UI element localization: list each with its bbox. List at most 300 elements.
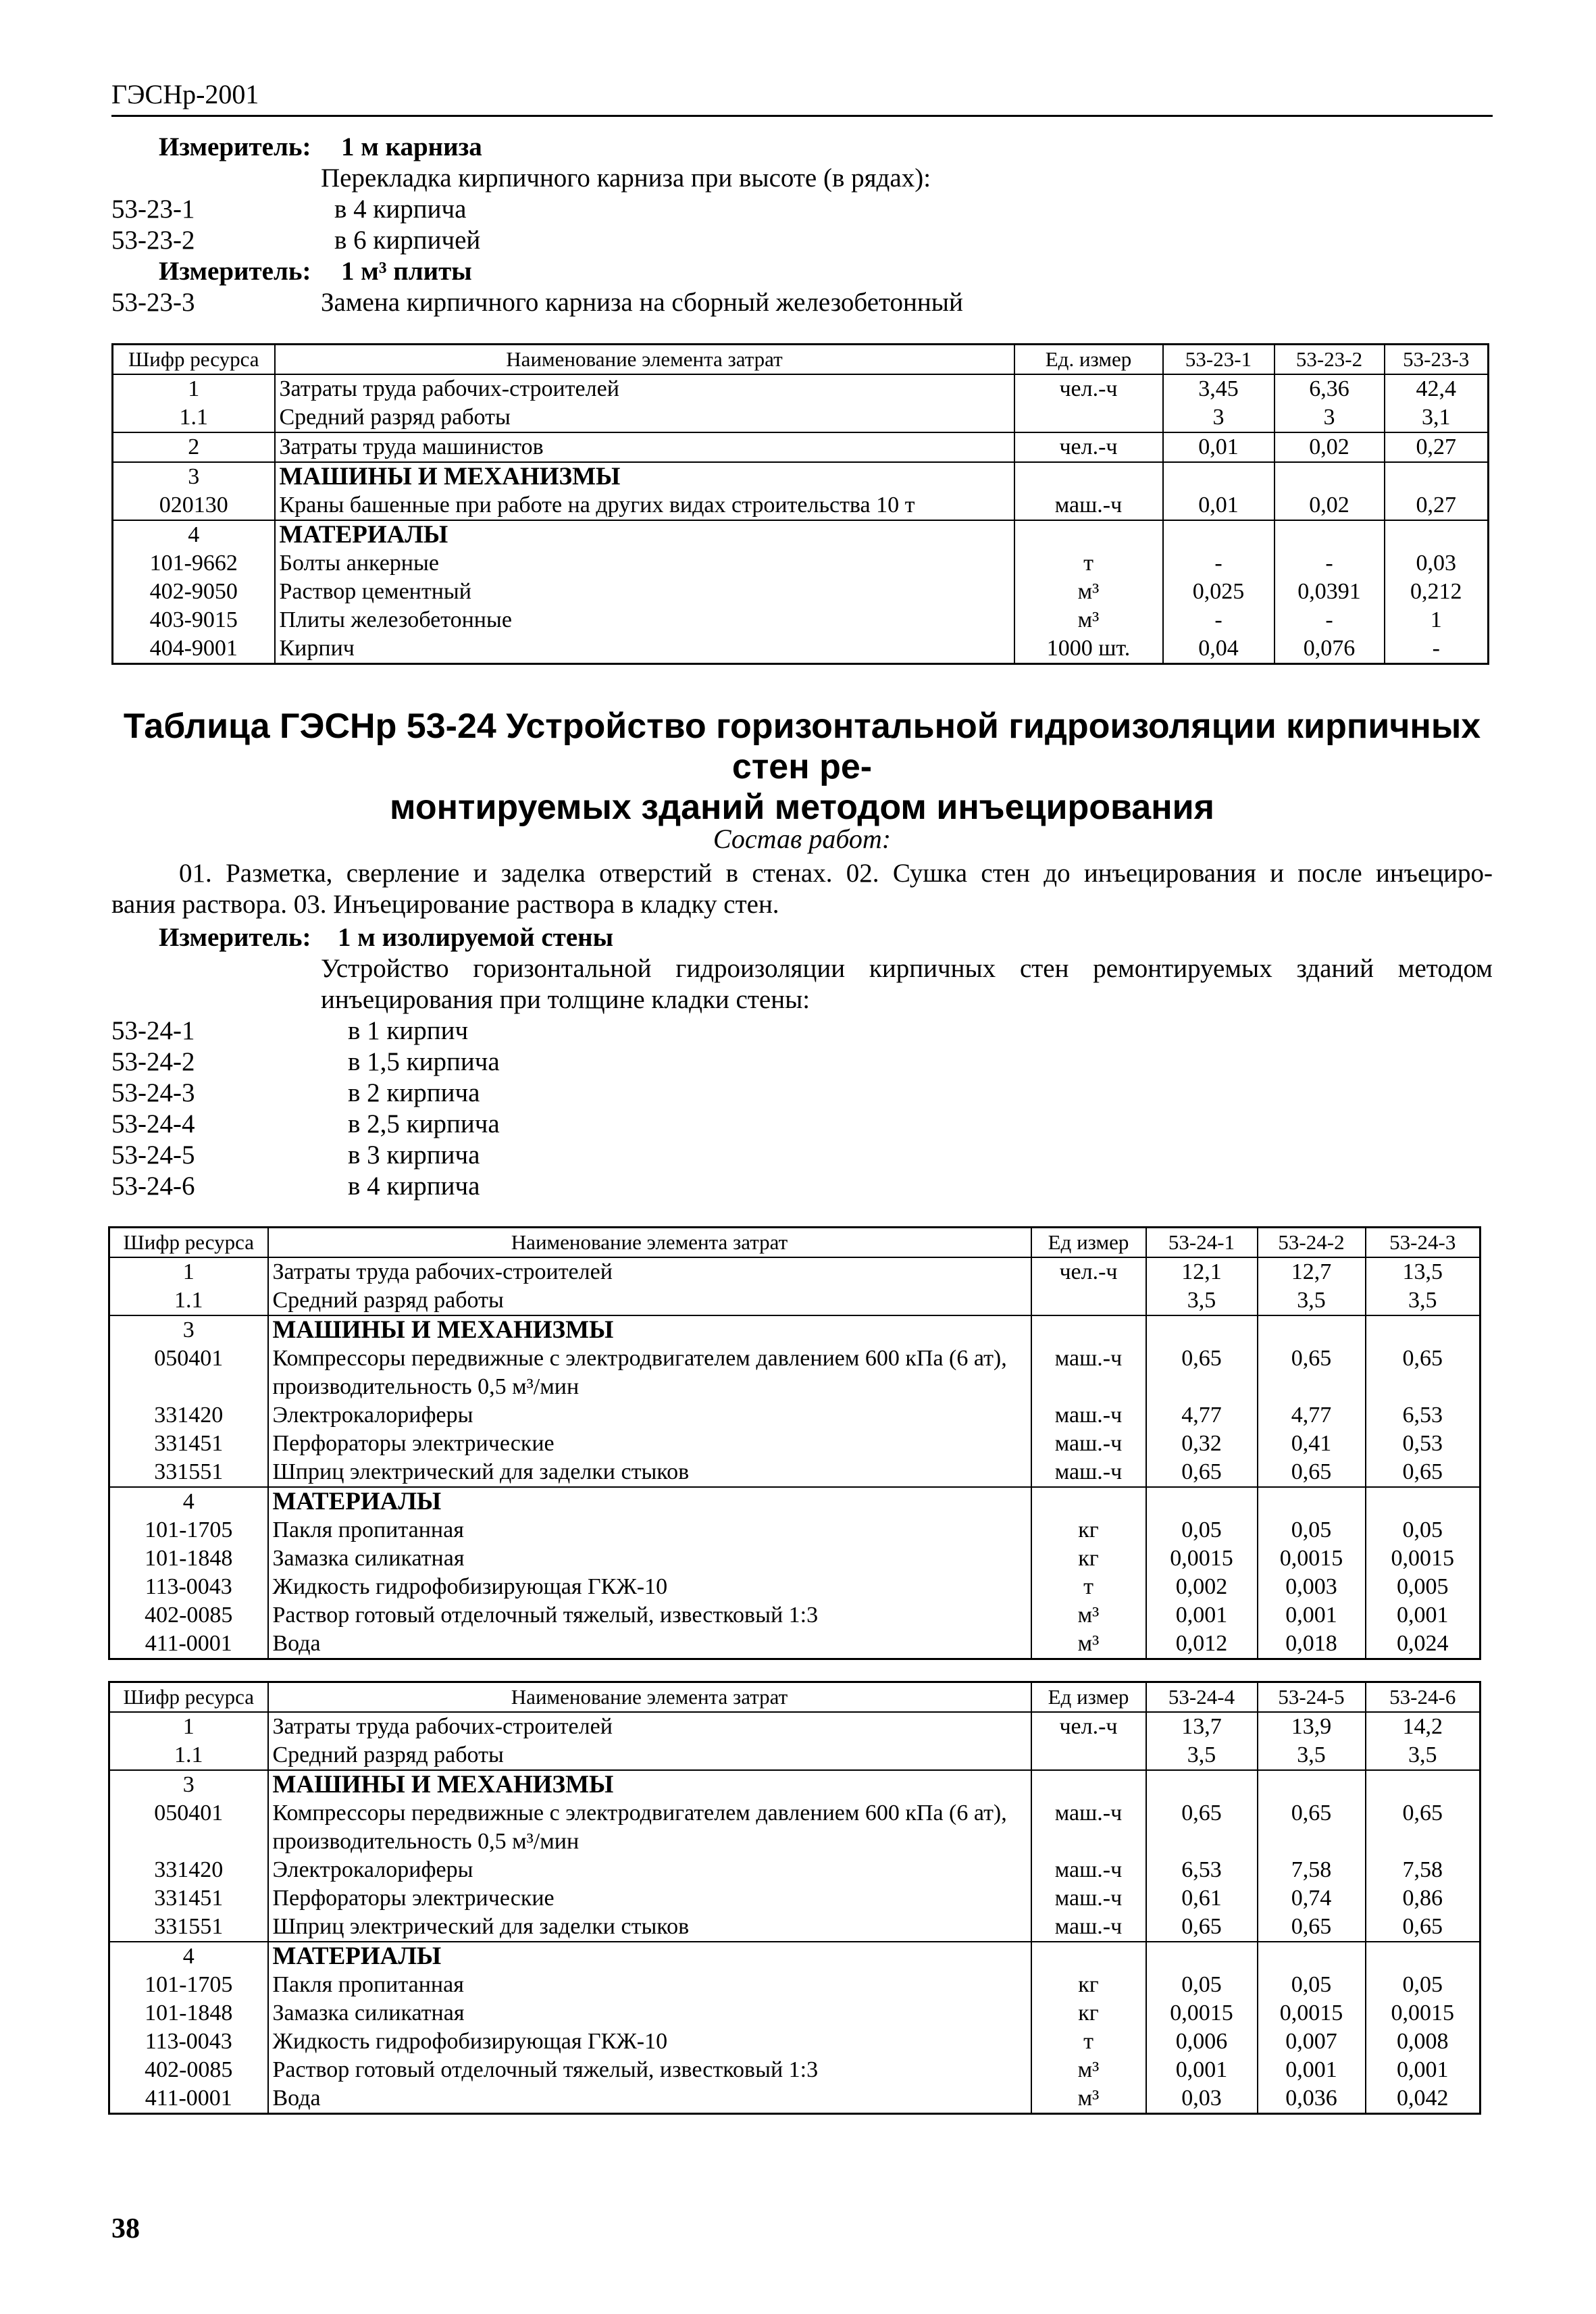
item-text: в 4 кирпича: [334, 195, 467, 224]
table-row: [109, 1913, 1481, 1942]
resource-code: 1: [109, 1257, 268, 1286]
section-row: [109, 1487, 1481, 1516]
norm-value: -: [1163, 606, 1275, 634]
list-item: [111, 287, 1493, 318]
list-item: [111, 1047, 1493, 1078]
norm-value: 0,012: [1146, 1630, 1258, 1659]
item-code: 53-24-1: [111, 1016, 195, 1045]
composition-title: Состав работ:: [713, 824, 892, 854]
resource-code: 113-0043: [109, 1573, 268, 1601]
resource-code: 101-1705: [109, 1516, 268, 1544]
item-text: в 2 кирпича: [348, 1078, 480, 1107]
norm-value: 3: [1163, 403, 1275, 432]
resource-name: Жидкость гидрофобизирующая ГКЖ-10: [268, 2028, 1031, 2056]
table-row: [109, 1856, 1481, 1884]
section-row: [113, 462, 1489, 491]
norm-value: 0,001: [1366, 2056, 1481, 2084]
resource-code: 331451: [109, 1884, 268, 1913]
resource-code: 403-9015: [113, 606, 275, 634]
resource-name: Средний разряд работы: [268, 1741, 1031, 1770]
resource-code: 050401: [109, 1799, 268, 1856]
norm-value: 3,5: [1258, 1741, 1366, 1770]
column-header: Ед измер: [1031, 1682, 1146, 1713]
section-53-24: [111, 922, 1493, 1202]
resource-name: Замазка силикатная: [268, 1999, 1031, 2028]
unit: м³: [1014, 606, 1163, 634]
list-item: [111, 1109, 1493, 1140]
column-header: 53-23-3: [1385, 345, 1489, 375]
norm-value: 0,076: [1275, 634, 1385, 664]
table-row: [109, 1630, 1481, 1659]
resource-table-53-24-a: [108, 1226, 1481, 1660]
norm-value: 0,025: [1163, 578, 1275, 606]
table-row: [109, 2056, 1481, 2084]
norm-value: 12,7: [1258, 1257, 1366, 1286]
table-row: [113, 491, 1489, 520]
item-code: 53-24-6: [111, 1172, 195, 1201]
norm-value: 0,74: [1258, 1884, 1366, 1913]
item-code: 53-24-5: [111, 1140, 195, 1169]
caption-line: монтируемых зданий методом инъецирования: [390, 788, 1214, 827]
measure-label: Измеритель:: [159, 923, 311, 952]
table-row: [109, 1257, 1481, 1286]
intro-line: [111, 953, 1493, 984]
norm-value: 0,001: [1258, 1601, 1366, 1630]
composition-line: 01. Разметка, сверление и заделка отверстий в стенах. 02. Сушка стен до инъецирования и после инъециро-: [179, 859, 1493, 888]
section-title: МАШИНЫ И МЕХАНИЗМЫ: [275, 462, 1014, 491]
table-header-row: [109, 1228, 1481, 1258]
norm-value: 0,007: [1258, 2028, 1366, 2056]
norm-value: 0,65: [1366, 1913, 1481, 1942]
measure-value: 1 м³ плиты: [341, 257, 472, 286]
unit: т: [1031, 1573, 1146, 1601]
table-row: [109, 1741, 1481, 1770]
resource-code: 1.1: [109, 1286, 268, 1315]
norm-value: 0,65: [1366, 1458, 1481, 1487]
norm-value: 0,32: [1146, 1430, 1258, 1458]
unit: чел.-ч: [1031, 1712, 1146, 1741]
resource-code: 402-0085: [109, 1601, 268, 1630]
section-row: [109, 1770, 1481, 1799]
table-row: [109, 1516, 1481, 1544]
item-text: в 4 кирпича: [348, 1172, 480, 1201]
list-item: [111, 1171, 1493, 1202]
norm-value: 0,65: [1258, 1344, 1366, 1401]
norm-value: 0,0015: [1258, 1999, 1366, 2028]
resource-name: Шприц электрический для заделки стыков: [268, 1913, 1031, 1942]
norm-value: 0,65: [1146, 1344, 1258, 1401]
norm-value: 0,02: [1275, 432, 1385, 462]
table-row: [113, 549, 1489, 578]
resource-name: Краны башенные при работе на других видах строительства 10 т: [275, 491, 1014, 520]
norm-value: 0,05: [1258, 1971, 1366, 1999]
unit: м³: [1031, 2084, 1146, 2114]
column-header: Шифр ресурса: [113, 345, 275, 375]
norm-value: 3,1: [1385, 403, 1489, 432]
measure-line: [111, 922, 1493, 953]
column-header: 53-23-1: [1163, 345, 1275, 375]
table-row: [109, 1712, 1481, 1741]
section-title: МАШИНЫ И МЕХАНИЗМЫ: [268, 1315, 1031, 1344]
composition-text: [111, 858, 1493, 920]
list-item: [111, 1078, 1493, 1109]
unit: маш.-ч: [1031, 1430, 1146, 1458]
unit: маш.-ч: [1014, 491, 1163, 520]
resource-code: 1.1: [109, 1741, 268, 1770]
resource-code: 4: [109, 1487, 268, 1516]
unit: маш.-ч: [1031, 1884, 1146, 1913]
section-row: [113, 520, 1489, 549]
column-header: Наименование элемента затрат: [268, 1682, 1031, 1713]
column-header: 53-23-2: [1275, 345, 1385, 375]
resource-table-53-24-b: [108, 1681, 1481, 2115]
resource-code: 101-1848: [109, 1544, 268, 1573]
intro-text: Устройство горизонтальной гидроизоляции кирпичных стен ремонтируемых зданий методом: [321, 954, 1493, 983]
section-row: [109, 1942, 1481, 1971]
table-row: [109, 1458, 1481, 1487]
list-item: [111, 1140, 1493, 1171]
table-row: [109, 1884, 1481, 1913]
unit: кг: [1031, 1971, 1146, 1999]
list-item: [111, 225, 1493, 256]
column-header: 53-24-2: [1258, 1228, 1366, 1258]
resource-code: 331551: [109, 1913, 268, 1942]
table-row: [113, 606, 1489, 634]
resource-code: 411-0001: [109, 1630, 268, 1659]
resource-name: Болты анкерные: [275, 549, 1014, 578]
table-row: [113, 634, 1489, 664]
norm-value: 3,5: [1146, 1741, 1258, 1770]
norm-value: 0,036: [1258, 2084, 1366, 2114]
resource-code: 1: [113, 374, 275, 403]
resource-name: Электрокалориферы: [268, 1856, 1031, 1884]
norm-value: 6,53: [1366, 1401, 1481, 1430]
table-caption: [111, 706, 1493, 828]
norm-value: 0,042: [1366, 2084, 1481, 2114]
section-53-23: [111, 132, 1493, 318]
item-code: 53-24-4: [111, 1109, 195, 1138]
intro-line: [111, 163, 1493, 194]
item-text: в 6 кирпичей: [334, 226, 481, 255]
norm-value: 0,03: [1146, 2084, 1258, 2114]
resource-name: Плиты железобетонные: [275, 606, 1014, 634]
norm-value: 4,77: [1146, 1401, 1258, 1430]
measure-line: [111, 256, 1493, 287]
norm-value: 3: [1275, 403, 1385, 432]
norm-value: 0,008: [1366, 2028, 1481, 2056]
resource-code: 3: [113, 462, 275, 491]
caption-line: Таблица ГЭСНр 53-24 Устройство горизонтальной гидроизоляции кирпичных стен ре-: [123, 707, 1481, 786]
resource-name: Затраты труда рабочих-строителей: [275, 374, 1014, 403]
item-text: в 1,5 кирпича: [348, 1047, 500, 1076]
measure-line: [111, 132, 1493, 163]
composition-line: вания раствора. 03. Инъецирование раствора в кладку стен.: [111, 890, 779, 919]
norm-value: 14,2: [1366, 1712, 1481, 1741]
norm-value: 0,002: [1146, 1573, 1258, 1601]
norm-value: 0,212: [1385, 578, 1489, 606]
norm-value: 0,65: [1146, 1913, 1258, 1942]
column-header: Ед. измер: [1014, 345, 1163, 375]
norm-value: 0,05: [1146, 1516, 1258, 1544]
table-row: [109, 1430, 1481, 1458]
table-row: [109, 1971, 1481, 1999]
norm-value: 0,03: [1385, 549, 1489, 578]
table-header-row: [109, 1682, 1481, 1713]
column-header: Шифр ресурса: [109, 1682, 268, 1713]
table-row: [113, 374, 1489, 403]
unit: кг: [1031, 1516, 1146, 1544]
norm-value: 0,41: [1258, 1430, 1366, 1458]
unit: м³: [1014, 578, 1163, 606]
norm-value: 3,5: [1366, 1286, 1481, 1315]
resource-code: 020130: [113, 491, 275, 520]
unit: маш.-ч: [1031, 1344, 1146, 1401]
norm-value: 0,005: [1366, 1573, 1481, 1601]
norm-value: 0,05: [1366, 1971, 1481, 1999]
norm-value: 0,65: [1258, 1913, 1366, 1942]
resource-name: Компрессоры передвижные с электродвигателем давлением 600 кПа (6 ат), производительность 0,5 м³/мин: [268, 1344, 1031, 1401]
norm-value: 0,05: [1366, 1516, 1481, 1544]
norm-value: 1: [1385, 606, 1489, 634]
document-code: ГЭСНр-2001: [111, 79, 259, 109]
unit: 1000 шт.: [1014, 634, 1163, 664]
unit: м³: [1031, 2056, 1146, 2084]
resource-name: Вода: [268, 2084, 1031, 2114]
resource-name: Средний разряд работы: [275, 403, 1014, 432]
norm-value: 0,05: [1146, 1971, 1258, 1999]
norm-value: 0,024: [1366, 1630, 1481, 1659]
table-header-row: [113, 345, 1489, 375]
resource-name: Вода: [268, 1630, 1031, 1659]
item-text: в 3 кирпича: [348, 1140, 480, 1169]
column-header: 53-24-3: [1366, 1228, 1481, 1258]
resource-name: Перфораторы электрические: [268, 1430, 1031, 1458]
resource-table-53-23: [111, 343, 1489, 665]
section-title: МАТЕРИАЛЫ: [268, 1942, 1031, 1971]
norm-value: 0,27: [1385, 491, 1489, 520]
resource-name: Перфораторы электрические: [268, 1884, 1031, 1913]
resource-name: Средний разряд работы: [268, 1286, 1031, 1315]
resource-name: Раствор готовый отделочный тяжелый, известковый 1:3: [268, 1601, 1031, 1630]
resource-code: 402-9050: [113, 578, 275, 606]
table-row: [109, 1573, 1481, 1601]
table-row: [109, 1601, 1481, 1630]
norm-value: 0,02: [1275, 491, 1385, 520]
item-code: 53-24-3: [111, 1078, 195, 1107]
norm-value: 3,5: [1146, 1286, 1258, 1315]
resource-name: Раствор готовый отделочный тяжелый, известковый 1:3: [268, 2056, 1031, 2084]
item-code: 53-23-1: [111, 195, 195, 224]
norm-value: 0,0015: [1146, 1999, 1258, 2028]
unit: [1014, 403, 1163, 432]
norm-value: 0,65: [1258, 1458, 1366, 1487]
column-header: Наименование элемента затрат: [268, 1228, 1031, 1258]
resource-code: 411-0001: [109, 2084, 268, 2114]
norm-value: 3,5: [1366, 1741, 1481, 1770]
unit: маш.-ч: [1031, 1458, 1146, 1487]
resource-code: 101-1848: [109, 1999, 268, 2028]
table-row: [113, 432, 1489, 462]
column-header: 53-24-6: [1366, 1682, 1481, 1713]
norm-value: 0,0015: [1366, 1999, 1481, 2028]
norm-value: -: [1163, 549, 1275, 578]
item-code: 53-24-2: [111, 1047, 195, 1076]
norm-value: 0,65: [1258, 1799, 1366, 1856]
resource-code: 2: [113, 432, 275, 462]
resource-name: Кирпич: [275, 634, 1014, 664]
norm-value: 0,0015: [1258, 1544, 1366, 1573]
norm-value: 0,86: [1366, 1884, 1481, 1913]
norm-value: 6,36: [1275, 374, 1385, 403]
column-header: Ед измер: [1031, 1228, 1146, 1258]
column-header: Наименование элемента затрат: [275, 345, 1014, 375]
resource-code: 331420: [109, 1856, 268, 1884]
item-text: в 1 кирпич: [348, 1016, 469, 1045]
table-row: [113, 578, 1489, 606]
running-header: [111, 81, 1493, 117]
resource-code: 331551: [109, 1458, 268, 1487]
table-row: [113, 403, 1489, 432]
unit: кг: [1031, 1999, 1146, 2028]
table-row: [109, 1799, 1481, 1856]
measure-value: 1 м изолируемой стены: [338, 923, 614, 952]
norm-value: 0,001: [1258, 2056, 1366, 2084]
norm-value: 0,001: [1366, 1601, 1481, 1630]
norm-value: -: [1275, 549, 1385, 578]
resource-name: Пакля пропитанная: [268, 1516, 1031, 1544]
norm-value: -: [1275, 606, 1385, 634]
norm-value: 6,53: [1146, 1856, 1258, 1884]
resource-name: Затраты труда машинистов: [275, 432, 1014, 462]
resource-name: Затраты труда рабочих-строителей: [268, 1712, 1031, 1741]
table-row: [109, 1344, 1481, 1401]
resource-name: Пакля пропитанная: [268, 1971, 1031, 1999]
list-item: [111, 1015, 1493, 1047]
norm-value: 0,27: [1385, 432, 1489, 462]
column-header: 53-24-4: [1146, 1682, 1258, 1713]
resource-name: Электрокалориферы: [268, 1401, 1031, 1430]
table-row: [109, 1544, 1481, 1573]
norm-value: 0,018: [1258, 1630, 1366, 1659]
unit: чел.-ч: [1014, 374, 1163, 403]
item-code: 53-23-2: [111, 226, 195, 255]
table-row: [109, 1401, 1481, 1430]
unit: маш.-ч: [1031, 1856, 1146, 1884]
item-text: в 2,5 кирпича: [348, 1109, 500, 1138]
norm-value: 0,65: [1366, 1799, 1481, 1856]
unit: т: [1031, 2028, 1146, 2056]
norm-value: 0,006: [1146, 2028, 1258, 2056]
norm-value: 13,9: [1258, 1712, 1366, 1741]
resource-name: Жидкость гидрофобизирующая ГКЖ-10: [268, 1573, 1031, 1601]
section-title: МАТЕРИАЛЫ: [268, 1487, 1031, 1516]
page-number: 38: [111, 2213, 140, 2244]
section-row: [109, 1315, 1481, 1344]
norm-value: 0,001: [1146, 2056, 1258, 2084]
section-title: МАШИНЫ И МЕХАНИЗМЫ: [268, 1770, 1031, 1799]
norm-value: 13,7: [1146, 1712, 1258, 1741]
unit: [1031, 1741, 1146, 1770]
resource-code: 101-1705: [109, 1971, 268, 1999]
unit: чел.-ч: [1031, 1257, 1146, 1286]
unit: м³: [1031, 1630, 1146, 1659]
intro-text: Перекладка кирпичного карниза при высоте (в рядах):: [321, 164, 931, 193]
norm-value: 3,5: [1258, 1286, 1366, 1315]
table-row: [109, 1286, 1481, 1315]
item-text: Замена кирпичного карниза на сборный железобетонный: [321, 288, 963, 317]
norm-value: 12,1: [1146, 1257, 1258, 1286]
norm-value: 0,001: [1146, 1601, 1258, 1630]
resource-code: 4: [109, 1942, 268, 1971]
intro-text: инъецирования при толщине кладки стены:: [321, 985, 810, 1014]
measure-label: Измеритель:: [159, 132, 311, 161]
unit: кг: [1031, 1544, 1146, 1573]
norm-value: 4,77: [1258, 1401, 1366, 1430]
norm-value: 3,45: [1163, 374, 1275, 403]
norm-value: 7,58: [1258, 1856, 1366, 1884]
item-code: 53-23-3: [111, 288, 195, 317]
resource-code: 331451: [109, 1430, 268, 1458]
unit: маш.-ч: [1031, 1799, 1146, 1856]
norm-value: 0,65: [1146, 1799, 1258, 1856]
resource-code: 331420: [109, 1401, 268, 1430]
resource-code: 050401: [109, 1344, 268, 1401]
column-header: 53-24-1: [1146, 1228, 1258, 1258]
column-header: Шифр ресурса: [109, 1228, 268, 1258]
unit: [1031, 1286, 1146, 1315]
norm-value: -: [1385, 634, 1489, 664]
resource-code: 1.1: [113, 403, 275, 432]
resource-code: 3: [109, 1770, 268, 1799]
measure-label: Измеритель:: [159, 257, 311, 286]
resource-code: 402-0085: [109, 2056, 268, 2084]
unit: м³: [1031, 1601, 1146, 1630]
resource-name: Компрессоры передвижные с электродвигателем давлением 600 кПа (6 ат), производительность 0,5 м³/мин: [268, 1799, 1031, 1856]
column-header: 53-24-5: [1258, 1682, 1366, 1713]
norm-value: 0,65: [1146, 1458, 1258, 1487]
norm-value: 0,05: [1258, 1516, 1366, 1544]
norm-value: 0,53: [1366, 1430, 1481, 1458]
list-item: [111, 194, 1493, 225]
norm-value: 0,61: [1146, 1884, 1258, 1913]
resource-name: Раствор цементный: [275, 578, 1014, 606]
unit: маш.-ч: [1031, 1401, 1146, 1430]
norm-value: 42,4: [1385, 374, 1489, 403]
resource-name: Затраты труда рабочих-строителей: [268, 1257, 1031, 1286]
norm-value: 13,5: [1366, 1257, 1481, 1286]
resource-code: 3: [109, 1315, 268, 1344]
section-title: МАТЕРИАЛЫ: [275, 520, 1014, 549]
resource-code: 101-9662: [113, 549, 275, 578]
unit: т: [1014, 549, 1163, 578]
norm-value: 0,0015: [1146, 1544, 1258, 1573]
norm-value: 0,01: [1163, 491, 1275, 520]
resource-name: Шприц электрический для заделки стыков: [268, 1458, 1031, 1487]
norm-value: 0,01: [1163, 432, 1275, 462]
measure-value: 1 м карниза: [341, 132, 482, 161]
resource-code: 4: [113, 520, 275, 549]
resource-name: Замазка силикатная: [268, 1544, 1031, 1573]
norm-value: 0,0015: [1366, 1544, 1481, 1573]
intro-line: [111, 984, 1493, 1015]
unit: маш.-ч: [1031, 1913, 1146, 1942]
table-row: [109, 2028, 1481, 2056]
norm-value: 0,04: [1163, 634, 1275, 664]
table-row: [109, 1999, 1481, 2028]
unit: чел.-ч: [1014, 432, 1163, 462]
norm-value: 7,58: [1366, 1856, 1481, 1884]
resource-code: 1: [109, 1712, 268, 1741]
